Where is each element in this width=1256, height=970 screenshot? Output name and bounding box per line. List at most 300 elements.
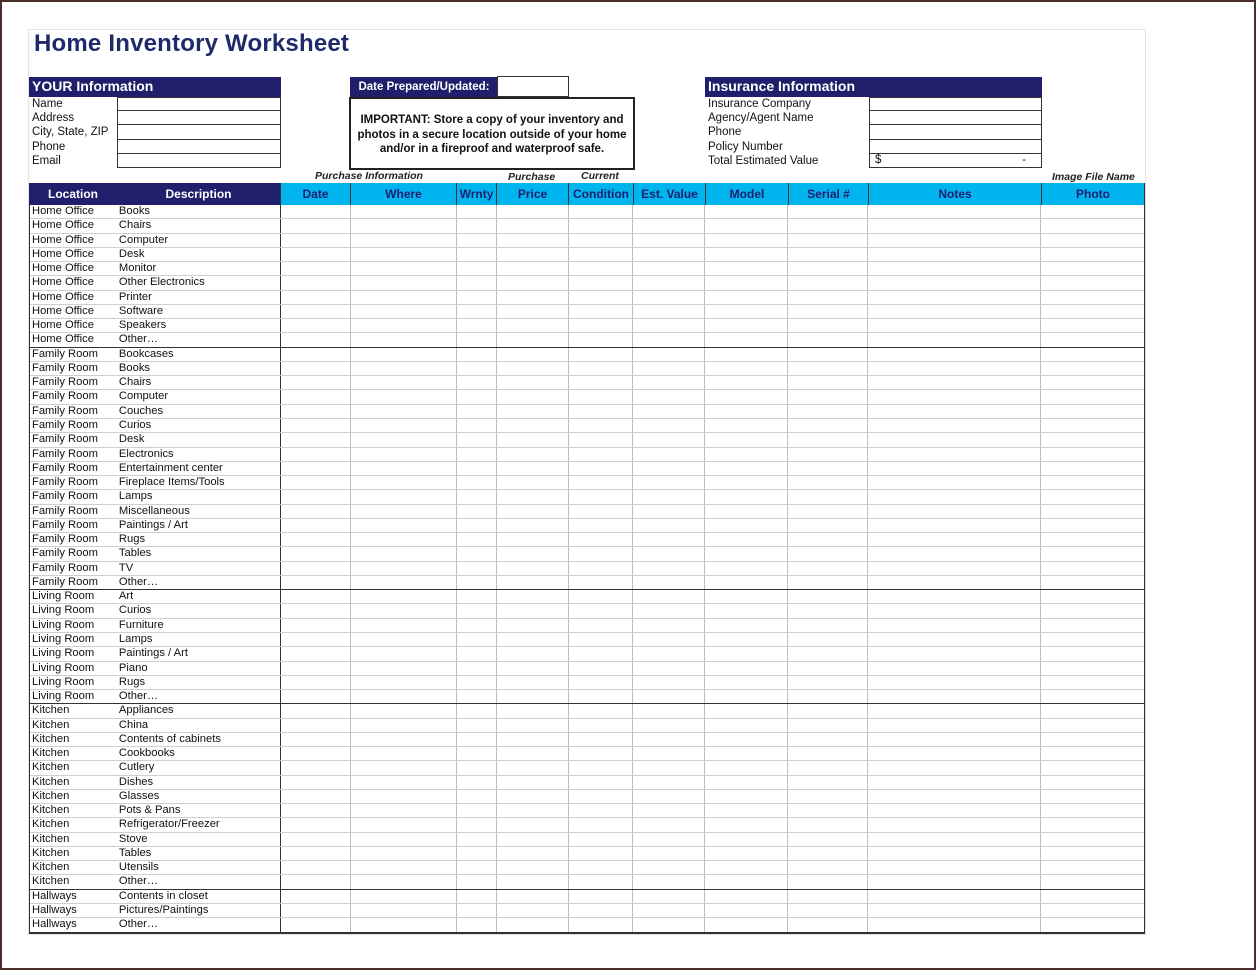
price-cell[interactable]	[497, 433, 569, 446]
est-value-cell[interactable]	[633, 419, 705, 432]
model-cell[interactable]	[705, 875, 788, 888]
condition-cell[interactable]	[569, 761, 634, 774]
est-value-cell[interactable]	[633, 219, 705, 232]
where-cell[interactable]	[351, 219, 457, 232]
date-cell[interactable]	[281, 234, 351, 247]
est-value-cell[interactable]	[633, 719, 705, 732]
date-cell[interactable]	[281, 890, 351, 903]
date-cell[interactable]	[281, 276, 351, 289]
date-cell[interactable]	[281, 362, 351, 375]
est-value-cell[interactable]	[633, 776, 705, 789]
model-cell[interactable]	[705, 519, 788, 532]
model-cell[interactable]	[705, 790, 788, 803]
where-cell[interactable]	[351, 576, 457, 589]
notes-cell[interactable]	[868, 433, 1041, 446]
serial-cell[interactable]	[788, 647, 868, 660]
condition-cell[interactable]	[569, 590, 634, 603]
your-info-input[interactable]	[117, 97, 281, 111]
serial-cell[interactable]	[788, 234, 868, 247]
model-cell[interactable]	[705, 604, 788, 617]
serial-cell[interactable]	[788, 533, 868, 546]
date-cell[interactable]	[281, 918, 351, 931]
condition-cell[interactable]	[569, 676, 634, 689]
photo-cell[interactable]	[1041, 604, 1144, 617]
notes-cell[interactable]	[868, 619, 1041, 632]
condition-cell[interactable]	[569, 405, 634, 418]
wrnty-cell[interactable]	[457, 476, 497, 489]
condition-cell[interactable]	[569, 704, 634, 717]
where-cell[interactable]	[351, 291, 457, 304]
notes-cell[interactable]	[868, 505, 1041, 518]
notes-cell[interactable]	[868, 719, 1041, 732]
wrnty-cell[interactable]	[457, 405, 497, 418]
serial-cell[interactable]	[788, 847, 868, 860]
est-value-cell[interactable]	[633, 833, 705, 846]
notes-cell[interactable]	[868, 904, 1041, 917]
price-cell[interactable]	[497, 847, 569, 860]
where-cell[interactable]	[351, 547, 457, 560]
condition-cell[interactable]	[569, 890, 634, 903]
est-value-cell[interactable]	[633, 690, 705, 703]
price-cell[interactable]	[497, 604, 569, 617]
photo-cell[interactable]	[1041, 562, 1144, 575]
where-cell[interactable]	[351, 761, 457, 774]
date-cell[interactable]	[281, 590, 351, 603]
photo-cell[interactable]	[1041, 619, 1144, 632]
condition-cell[interactable]	[569, 376, 634, 389]
notes-cell[interactable]	[868, 462, 1041, 475]
condition-cell[interactable]	[569, 904, 634, 917]
condition-cell[interactable]	[569, 205, 634, 218]
serial-cell[interactable]	[788, 890, 868, 903]
date-cell[interactable]	[281, 376, 351, 389]
est-value-cell[interactable]	[633, 576, 705, 589]
wrnty-cell[interactable]	[457, 747, 497, 760]
notes-cell[interactable]	[868, 690, 1041, 703]
photo-cell[interactable]	[1041, 676, 1144, 689]
model-cell[interactable]	[705, 390, 788, 403]
notes-cell[interactable]	[868, 662, 1041, 675]
price-cell[interactable]	[497, 234, 569, 247]
condition-cell[interactable]	[569, 776, 634, 789]
model-cell[interactable]	[705, 562, 788, 575]
where-cell[interactable]	[351, 405, 457, 418]
date-cell[interactable]	[281, 790, 351, 803]
price-cell[interactable]	[497, 291, 569, 304]
est-value-cell[interactable]	[633, 333, 705, 346]
notes-cell[interactable]	[868, 676, 1041, 689]
where-cell[interactable]	[351, 433, 457, 446]
condition-cell[interactable]	[569, 875, 634, 888]
price-cell[interactable]	[497, 747, 569, 760]
price-cell[interactable]	[497, 861, 569, 874]
where-cell[interactable]	[351, 747, 457, 760]
serial-cell[interactable]	[788, 476, 868, 489]
wrnty-cell[interactable]	[457, 604, 497, 617]
model-cell[interactable]	[705, 376, 788, 389]
model-cell[interactable]	[705, 348, 788, 361]
model-cell[interactable]	[705, 333, 788, 346]
wrnty-cell[interactable]	[457, 662, 497, 675]
model-cell[interactable]	[705, 733, 788, 746]
condition-cell[interactable]	[569, 733, 634, 746]
photo-cell[interactable]	[1041, 861, 1144, 874]
wrnty-cell[interactable]	[457, 305, 497, 318]
serial-cell[interactable]	[788, 704, 868, 717]
serial-cell[interactable]	[788, 776, 868, 789]
price-cell[interactable]	[497, 818, 569, 831]
model-cell[interactable]	[705, 433, 788, 446]
wrnty-cell[interactable]	[457, 890, 497, 903]
date-cell[interactable]	[281, 818, 351, 831]
date-cell[interactable]	[281, 847, 351, 860]
price-cell[interactable]	[497, 733, 569, 746]
est-value-cell[interactable]	[633, 875, 705, 888]
date-cell[interactable]	[281, 904, 351, 917]
price-cell[interactable]	[497, 405, 569, 418]
wrnty-cell[interactable]	[457, 419, 497, 432]
date-cell[interactable]	[281, 704, 351, 717]
notes-cell[interactable]	[868, 562, 1041, 575]
where-cell[interactable]	[351, 348, 457, 361]
photo-cell[interactable]	[1041, 647, 1144, 660]
est-value-cell[interactable]	[633, 918, 705, 931]
price-cell[interactable]	[497, 619, 569, 632]
where-cell[interactable]	[351, 804, 457, 817]
price-cell[interactable]	[497, 547, 569, 560]
price-cell[interactable]	[497, 776, 569, 789]
your-info-input[interactable]	[117, 125, 281, 139]
wrnty-cell[interactable]	[457, 733, 497, 746]
serial-cell[interactable]	[788, 662, 868, 675]
model-cell[interactable]	[705, 219, 788, 232]
condition-cell[interactable]	[569, 319, 634, 332]
model-cell[interactable]	[705, 890, 788, 903]
est-value-cell[interactable]	[633, 590, 705, 603]
condition-cell[interactable]	[569, 419, 634, 432]
where-cell[interactable]	[351, 476, 457, 489]
serial-cell[interactable]	[788, 804, 868, 817]
date-cell[interactable]	[281, 761, 351, 774]
date-prepared-field[interactable]	[497, 76, 569, 97]
serial-cell[interactable]	[788, 305, 868, 318]
condition-cell[interactable]	[569, 519, 634, 532]
serial-cell[interactable]	[788, 547, 868, 560]
wrnty-cell[interactable]	[457, 248, 497, 261]
price-cell[interactable]	[497, 333, 569, 346]
wrnty-cell[interactable]	[457, 348, 497, 361]
est-value-cell[interactable]	[633, 562, 705, 575]
condition-cell[interactable]	[569, 804, 634, 817]
date-cell[interactable]	[281, 533, 351, 546]
est-value-cell[interactable]	[633, 847, 705, 860]
model-cell[interactable]	[705, 462, 788, 475]
photo-cell[interactable]	[1041, 519, 1144, 532]
condition-cell[interactable]	[569, 234, 634, 247]
date-cell[interactable]	[281, 804, 351, 817]
price-cell[interactable]	[497, 362, 569, 375]
date-cell[interactable]	[281, 562, 351, 575]
serial-cell[interactable]	[788, 562, 868, 575]
notes-cell[interactable]	[868, 547, 1041, 560]
date-cell[interactable]	[281, 219, 351, 232]
model-cell[interactable]	[705, 419, 788, 432]
wrnty-cell[interactable]	[457, 761, 497, 774]
model-cell[interactable]	[705, 690, 788, 703]
date-cell[interactable]	[281, 319, 351, 332]
price-cell[interactable]	[497, 490, 569, 503]
date-cell[interactable]	[281, 619, 351, 632]
serial-cell[interactable]	[788, 747, 868, 760]
photo-cell[interactable]	[1041, 918, 1144, 931]
est-value-cell[interactable]	[633, 904, 705, 917]
date-cell[interactable]	[281, 333, 351, 346]
notes-cell[interactable]	[868, 376, 1041, 389]
model-cell[interactable]	[705, 904, 788, 917]
wrnty-cell[interactable]	[457, 376, 497, 389]
wrnty-cell[interactable]	[457, 505, 497, 518]
condition-cell[interactable]	[569, 576, 634, 589]
photo-cell[interactable]	[1041, 205, 1144, 218]
notes-cell[interactable]	[868, 875, 1041, 888]
serial-cell[interactable]	[788, 690, 868, 703]
model-cell[interactable]	[705, 248, 788, 261]
serial-cell[interactable]	[788, 576, 868, 589]
where-cell[interactable]	[351, 633, 457, 646]
photo-cell[interactable]	[1041, 904, 1144, 917]
est-value-cell[interactable]	[633, 276, 705, 289]
where-cell[interactable]	[351, 833, 457, 846]
price-cell[interactable]	[497, 419, 569, 432]
notes-cell[interactable]	[868, 647, 1041, 660]
wrnty-cell[interactable]	[457, 519, 497, 532]
where-cell[interactable]	[351, 704, 457, 717]
serial-cell[interactable]	[788, 761, 868, 774]
est-value-cell[interactable]	[633, 676, 705, 689]
condition-cell[interactable]	[569, 348, 634, 361]
condition-cell[interactable]	[569, 547, 634, 560]
photo-cell[interactable]	[1041, 234, 1144, 247]
insurance-info-input[interactable]	[869, 125, 1042, 139]
condition-cell[interactable]	[569, 262, 634, 275]
photo-cell[interactable]	[1041, 576, 1144, 589]
est-value-cell[interactable]	[633, 305, 705, 318]
est-value-cell[interactable]	[633, 390, 705, 403]
serial-cell[interactable]	[788, 918, 868, 931]
condition-cell[interactable]	[569, 747, 634, 760]
model-cell[interactable]	[705, 576, 788, 589]
notes-cell[interactable]	[868, 890, 1041, 903]
date-cell[interactable]	[281, 248, 351, 261]
where-cell[interactable]	[351, 248, 457, 261]
date-cell[interactable]	[281, 547, 351, 560]
est-value-cell[interactable]	[633, 462, 705, 475]
est-value-cell[interactable]	[633, 861, 705, 874]
where-cell[interactable]	[351, 519, 457, 532]
model-cell[interactable]	[705, 633, 788, 646]
condition-cell[interactable]	[569, 619, 634, 632]
serial-cell[interactable]	[788, 633, 868, 646]
where-cell[interactable]	[351, 490, 457, 503]
notes-cell[interactable]	[868, 847, 1041, 860]
date-cell[interactable]	[281, 291, 351, 304]
photo-cell[interactable]	[1041, 462, 1144, 475]
serial-cell[interactable]	[788, 519, 868, 532]
wrnty-cell[interactable]	[457, 918, 497, 931]
price-cell[interactable]	[497, 562, 569, 575]
notes-cell[interactable]	[868, 704, 1041, 717]
wrnty-cell[interactable]	[457, 362, 497, 375]
notes-cell[interactable]	[868, 576, 1041, 589]
model-cell[interactable]	[705, 619, 788, 632]
date-cell[interactable]	[281, 476, 351, 489]
date-cell[interactable]	[281, 719, 351, 732]
price-cell[interactable]	[497, 505, 569, 518]
est-value-cell[interactable]	[633, 405, 705, 418]
price-cell[interactable]	[497, 276, 569, 289]
where-cell[interactable]	[351, 448, 457, 461]
est-value-cell[interactable]	[633, 533, 705, 546]
photo-cell[interactable]	[1041, 505, 1144, 518]
where-cell[interactable]	[351, 262, 457, 275]
photo-cell[interactable]	[1041, 818, 1144, 831]
notes-cell[interactable]	[868, 319, 1041, 332]
photo-cell[interactable]	[1041, 875, 1144, 888]
date-cell[interactable]	[281, 348, 351, 361]
date-cell[interactable]	[281, 262, 351, 275]
condition-cell[interactable]	[569, 362, 634, 375]
notes-cell[interactable]	[868, 604, 1041, 617]
price-cell[interactable]	[497, 690, 569, 703]
model-cell[interactable]	[705, 833, 788, 846]
notes-cell[interactable]	[868, 205, 1041, 218]
wrnty-cell[interactable]	[457, 904, 497, 917]
date-cell[interactable]	[281, 433, 351, 446]
notes-cell[interactable]	[868, 776, 1041, 789]
wrnty-cell[interactable]	[457, 547, 497, 560]
serial-cell[interactable]	[788, 362, 868, 375]
price-cell[interactable]	[497, 833, 569, 846]
date-cell[interactable]	[281, 462, 351, 475]
photo-cell[interactable]	[1041, 333, 1144, 346]
est-value-cell[interactable]	[633, 205, 705, 218]
date-cell[interactable]	[281, 490, 351, 503]
where-cell[interactable]	[351, 676, 457, 689]
photo-cell[interactable]	[1041, 276, 1144, 289]
model-cell[interactable]	[705, 747, 788, 760]
est-value-cell[interactable]	[633, 433, 705, 446]
photo-cell[interactable]	[1041, 248, 1144, 261]
notes-cell[interactable]	[868, 405, 1041, 418]
model-cell[interactable]	[705, 547, 788, 560]
serial-cell[interactable]	[788, 262, 868, 275]
serial-cell[interactable]	[788, 448, 868, 461]
wrnty-cell[interactable]	[457, 433, 497, 446]
date-cell[interactable]	[281, 747, 351, 760]
wrnty-cell[interactable]	[457, 647, 497, 660]
wrnty-cell[interactable]	[457, 861, 497, 874]
date-cell[interactable]	[281, 676, 351, 689]
insurance-info-input[interactable]	[869, 140, 1042, 154]
model-cell[interactable]	[705, 804, 788, 817]
date-cell[interactable]	[281, 633, 351, 646]
wrnty-cell[interactable]	[457, 704, 497, 717]
model-cell[interactable]	[705, 305, 788, 318]
notes-cell[interactable]	[868, 362, 1041, 375]
date-cell[interactable]	[281, 448, 351, 461]
est-value-cell[interactable]	[633, 505, 705, 518]
photo-cell[interactable]	[1041, 362, 1144, 375]
wrnty-cell[interactable]	[457, 291, 497, 304]
est-value-cell[interactable]	[633, 662, 705, 675]
wrnty-cell[interactable]	[457, 390, 497, 403]
notes-cell[interactable]	[868, 918, 1041, 931]
condition-cell[interactable]	[569, 818, 634, 831]
notes-cell[interactable]	[868, 590, 1041, 603]
est-value-cell[interactable]	[633, 604, 705, 617]
serial-cell[interactable]	[788, 505, 868, 518]
serial-cell[interactable]	[788, 291, 868, 304]
photo-cell[interactable]	[1041, 662, 1144, 675]
est-value-cell[interactable]	[633, 804, 705, 817]
where-cell[interactable]	[351, 619, 457, 632]
photo-cell[interactable]	[1041, 319, 1144, 332]
date-cell[interactable]	[281, 690, 351, 703]
serial-cell[interactable]	[788, 904, 868, 917]
serial-cell[interactable]	[788, 276, 868, 289]
date-cell[interactable]	[281, 647, 351, 660]
model-cell[interactable]	[705, 533, 788, 546]
wrnty-cell[interactable]	[457, 790, 497, 803]
notes-cell[interactable]	[868, 733, 1041, 746]
date-cell[interactable]	[281, 875, 351, 888]
where-cell[interactable]	[351, 505, 457, 518]
wrnty-cell[interactable]	[457, 319, 497, 332]
price-cell[interactable]	[497, 348, 569, 361]
where-cell[interactable]	[351, 376, 457, 389]
condition-cell[interactable]	[569, 633, 634, 646]
where-cell[interactable]	[351, 604, 457, 617]
notes-cell[interactable]	[868, 234, 1041, 247]
photo-cell[interactable]	[1041, 348, 1144, 361]
wrnty-cell[interactable]	[457, 804, 497, 817]
condition-cell[interactable]	[569, 662, 634, 675]
est-value-cell[interactable]	[633, 633, 705, 646]
price-cell[interactable]	[497, 904, 569, 917]
est-value-cell[interactable]	[633, 490, 705, 503]
notes-cell[interactable]	[868, 833, 1041, 846]
notes-cell[interactable]	[868, 333, 1041, 346]
condition-cell[interactable]	[569, 533, 634, 546]
condition-cell[interactable]	[569, 276, 634, 289]
condition-cell[interactable]	[569, 847, 634, 860]
where-cell[interactable]	[351, 590, 457, 603]
est-value-cell[interactable]	[633, 348, 705, 361]
where-cell[interactable]	[351, 861, 457, 874]
condition-cell[interactable]	[569, 647, 634, 660]
wrnty-cell[interactable]	[457, 875, 497, 888]
price-cell[interactable]	[497, 761, 569, 774]
est-value-cell[interactable]	[633, 647, 705, 660]
price-cell[interactable]	[497, 462, 569, 475]
wrnty-cell[interactable]	[457, 333, 497, 346]
price-cell[interactable]	[497, 662, 569, 675]
photo-cell[interactable]	[1041, 448, 1144, 461]
condition-cell[interactable]	[569, 219, 634, 232]
est-value-cell[interactable]	[633, 619, 705, 632]
model-cell[interactable]	[705, 276, 788, 289]
photo-cell[interactable]	[1041, 847, 1144, 860]
